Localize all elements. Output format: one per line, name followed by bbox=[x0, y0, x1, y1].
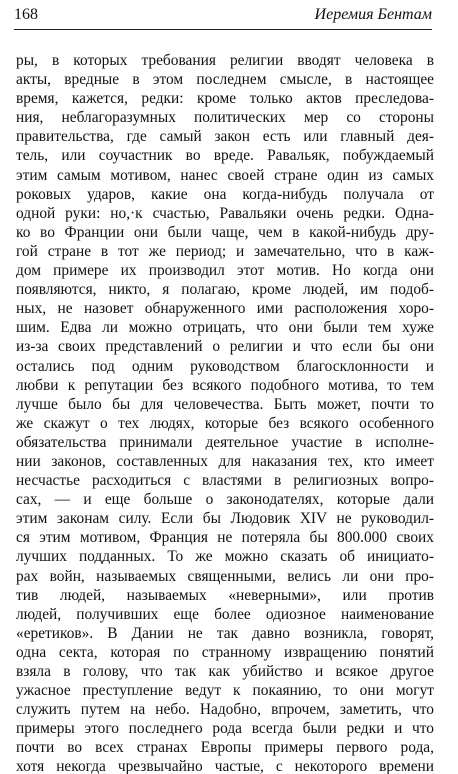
text-line: хотя некогда чрезвычайно частые, с некоторого времени bbox=[16, 758, 434, 774]
text-line: остались под одним руководством благосклонности и bbox=[16, 357, 434, 375]
text-line: из-за своих представлений о религии и что если бы они bbox=[16, 338, 434, 356]
text-line: почти во всех странах Европы примеры первого рода, bbox=[16, 739, 434, 757]
running-title: Иеремия Бентам bbox=[314, 6, 432, 23]
text-line: ния, неблагоразумных политических мер со стороны bbox=[16, 109, 434, 127]
text-line: «еретиков». В Дании не так давно возникла, говорят, bbox=[16, 624, 434, 642]
text-line: примеры этого последнего рода всегда были редки и что bbox=[16, 720, 434, 738]
text-line: тив людей, называемых «неверными», или против bbox=[16, 586, 434, 604]
text-line: ко во Франции они были чаще, чем в какой-нибудь дру- bbox=[16, 223, 434, 241]
text-line: сах, — и еще больше о законодателях, которые дали bbox=[16, 491, 434, 509]
text-line: несчастье расходиться с властями в религиозных вопро- bbox=[16, 472, 434, 490]
text-line: любви к репутации без всякого подобного мотива, то тем bbox=[16, 376, 434, 394]
text-line: роковых ударов, какие она когда-нибудь получала от bbox=[16, 185, 434, 203]
text-line: этим самым мотивом, нанес своей стране один из самых bbox=[16, 166, 434, 184]
text-line: гой стране в тот же период; и замечательно, что в каж- bbox=[16, 242, 434, 260]
text-line: дом примере их производил этот мотив. Но когда они bbox=[16, 262, 434, 280]
page-number: 168 bbox=[14, 6, 38, 23]
text-line: тель, или соучастник во вреде. Равальяк, побуждаемый bbox=[16, 147, 434, 165]
text-line: же скажут о тех людях, которые без всякого особенного bbox=[16, 414, 434, 432]
body-text bbox=[16, 51, 434, 774]
text-line: лучше было бы для человечества. Быть может, почти то bbox=[16, 395, 434, 413]
text-line: акты, вредные в этом последнем смысле, в настоящее bbox=[16, 71, 434, 89]
text-line: нии законов, составленных для наказания тех, кто имеет bbox=[16, 452, 434, 470]
text-line: ся этим мотивом, Франция не потеряла бы 800.000 своих bbox=[16, 529, 434, 547]
text-line: ужасное преступление ведут к покаянию, то они могут bbox=[16, 682, 434, 700]
text-line: взяла в голову, что так как убийство и всякое другое bbox=[16, 663, 434, 680]
text-line: рах войн, называемых священными, велись ли они про- bbox=[16, 567, 434, 585]
text-line: время, кажется, редки: кроме только актов преследова- bbox=[16, 90, 434, 108]
text-line: служить путем на небо. Надобно, впрочем, заметить, что bbox=[16, 701, 434, 719]
text-line: одной руки: но,·к счастью, Равальяки очень редки. Одна- bbox=[16, 204, 434, 222]
text-line: лучших подданных. То же можно сказать об инициато- bbox=[16, 548, 434, 566]
text-line: ных, не назовет обнаруженного ими расположения хоро- bbox=[16, 300, 434, 318]
running-head bbox=[14, 4, 432, 26]
text-line: ры, в которых требования религии вводят человека в bbox=[16, 52, 434, 69]
text-line: правительства, где самый закон есть или главный дея- bbox=[16, 128, 434, 146]
text-line: одна секта, которая по странному извращению понятий bbox=[16, 643, 434, 661]
text-line: обязательства принимали деятельное участие в исполне- bbox=[16, 433, 434, 451]
text-line: шим. Едва ли можно отрицать, что они были тем хуже bbox=[16, 319, 434, 337]
text-line: появляются, никто, я полагаю, кроме людей, им подоб- bbox=[16, 281, 434, 299]
header-rule bbox=[14, 29, 432, 30]
text-line: людей, получивших еще более одиозное наименование bbox=[16, 605, 434, 623]
text-line: этим законам силу. Если бы Людовик XIV не руководил- bbox=[16, 510, 434, 528]
